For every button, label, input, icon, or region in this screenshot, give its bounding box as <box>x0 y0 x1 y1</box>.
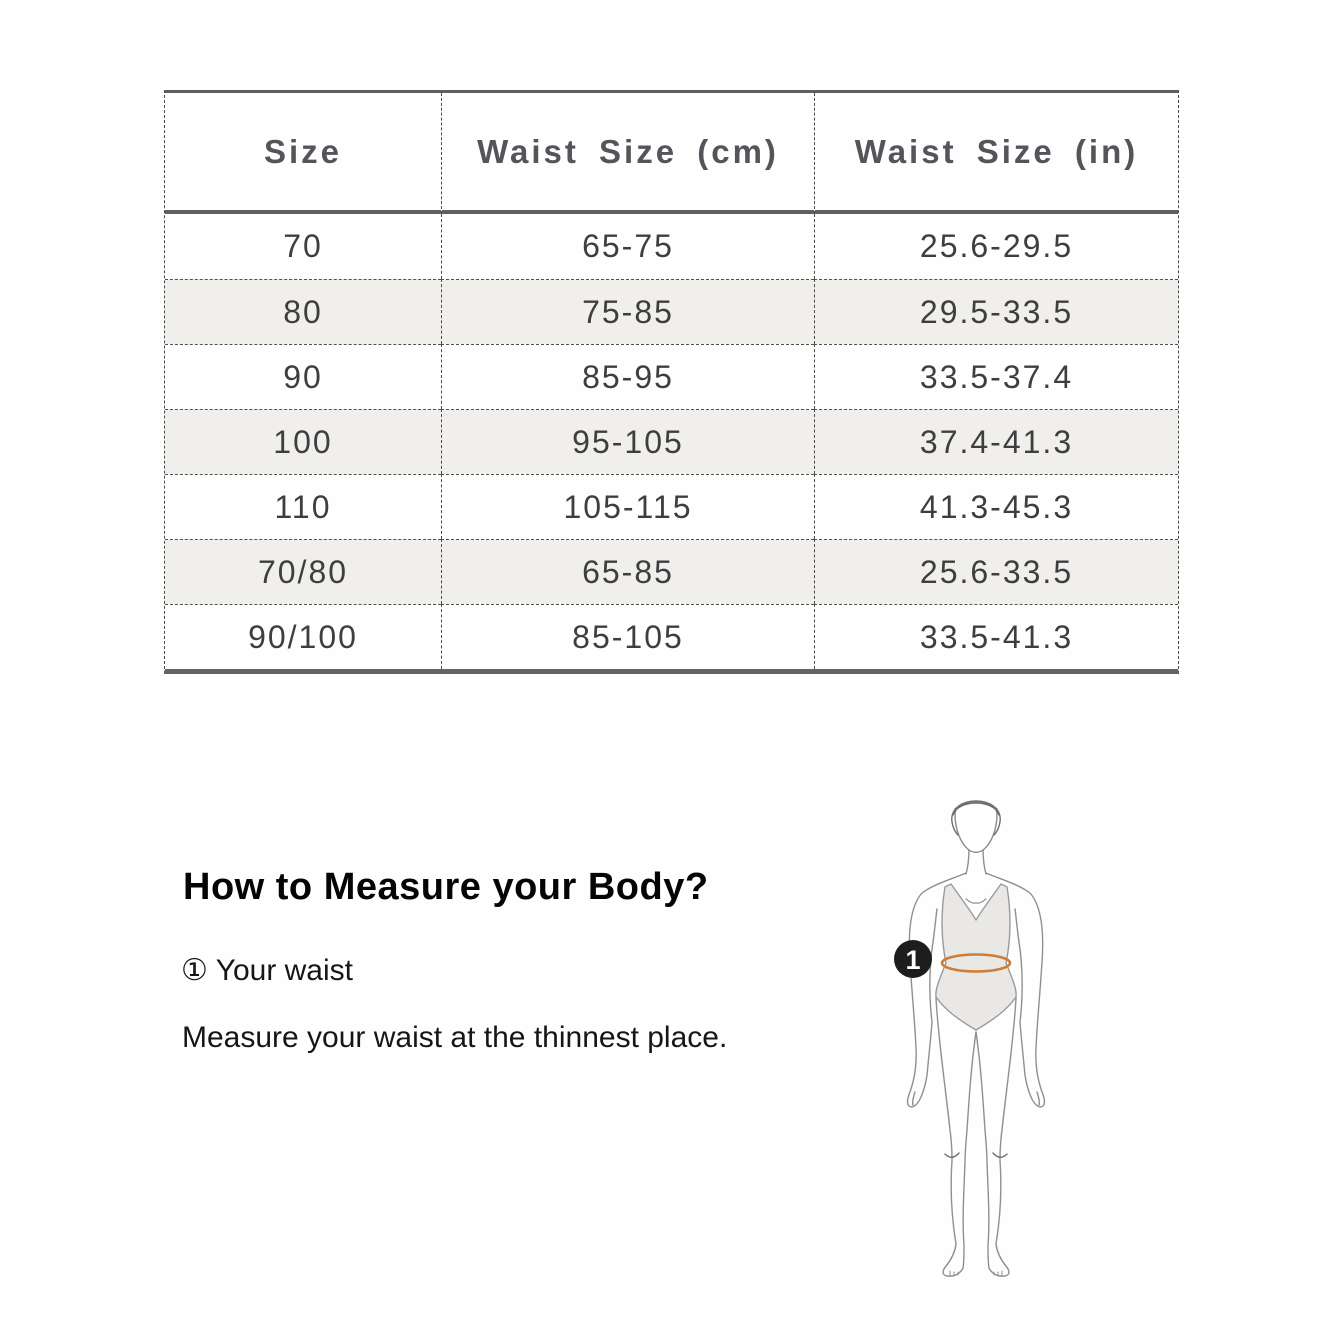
column-header-waist-in: Waist Size (in) <box>814 93 1178 214</box>
table-cell: 41.3-45.3 <box>814 474 1178 539</box>
table-cell: 75-85 <box>441 279 814 344</box>
figure-clavicle-lines <box>966 899 986 903</box>
table-cell: 25.6-29.5 <box>814 214 1178 279</box>
table-cell: 90 <box>165 344 441 409</box>
table-cell: 33.5-37.4 <box>814 344 1178 409</box>
table-cell: 25.6-33.5 <box>814 539 1178 604</box>
figure-knee-marks <box>945 1153 1007 1157</box>
table-cell: 29.5-33.5 <box>814 279 1178 344</box>
figure-face <box>955 802 997 852</box>
step1-badge-number: 1 <box>905 945 921 975</box>
table-cell: 100 <box>165 409 441 474</box>
table-cell: 70 <box>165 214 441 279</box>
table-cell: 95-105 <box>441 409 814 474</box>
figure-left-leg <box>936 998 976 1276</box>
figure-finger-lines <box>913 1092 1040 1105</box>
table-cell: 90/100 <box>165 604 441 669</box>
table-cell: 105-115 <box>441 474 814 539</box>
table-cell: 85-95 <box>441 344 814 409</box>
table-cell: 33.5-41.3 <box>814 604 1178 669</box>
table-cell: 110 <box>165 474 441 539</box>
table-cell: 80 <box>165 279 441 344</box>
female-figure-icon <box>855 782 1105 1312</box>
table-cell: 37.4-41.3 <box>814 409 1178 474</box>
measure-heading: How to Measure your Body? <box>183 866 709 908</box>
table-cell: 65-85 <box>441 539 814 604</box>
table-cell: 85-105 <box>441 604 814 669</box>
size-chart-table <box>164 90 1179 674</box>
column-header-size: Size <box>165 93 441 214</box>
figure-toe-lines <box>950 1271 1002 1276</box>
column-header-waist-cm: Waist Size (cm) <box>441 93 814 214</box>
table-cell: 65-75 <box>441 214 814 279</box>
figure-right-leg <box>976 998 1016 1276</box>
measure-step1-description: Measure your waist at the thinnest place. <box>182 1021 728 1054</box>
body-measure-illustration <box>855 782 1105 1312</box>
table-cell: 70/80 <box>165 539 441 604</box>
measure-step1-label: ① Your waist <box>181 954 353 987</box>
